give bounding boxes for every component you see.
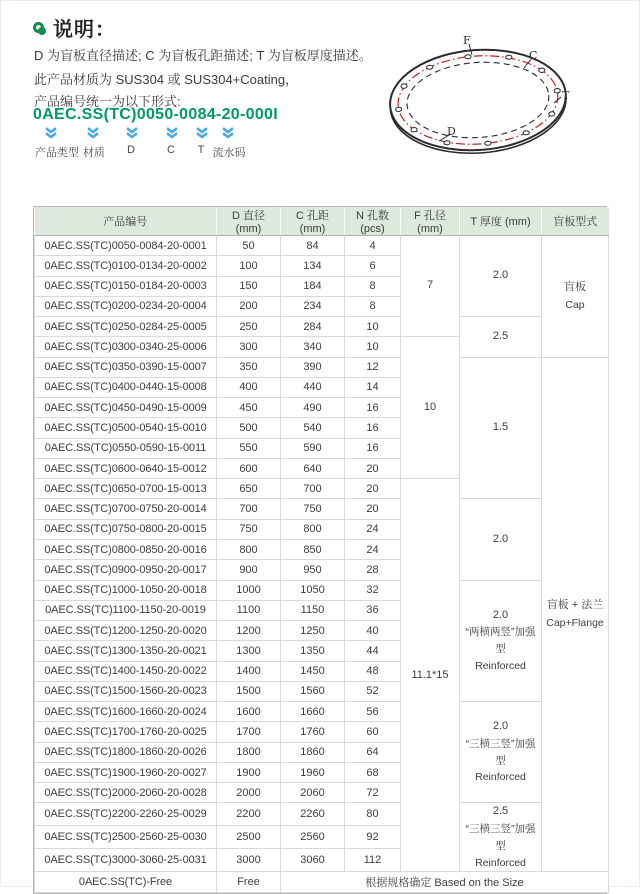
cell-diameter: 2000: [217, 783, 281, 803]
cell-hole-count: 20: [345, 479, 401, 499]
merged-cell-line: 盲板 + 法兰: [546, 599, 604, 612]
cell-diameter: 1900: [217, 762, 281, 782]
cell-hole-count: 92: [345, 826, 401, 849]
cell-diameter: 600: [217, 458, 281, 478]
code-segment-label: D: [127, 144, 135, 156]
cell-diameter: 50: [217, 236, 281, 256]
cell-hole-count: 112: [345, 849, 401, 872]
cell-product-code: 0AEC.SS(TC)1900-1960-20-0027: [35, 762, 217, 782]
cell-hole-count: 16: [345, 398, 401, 418]
code-segment-label: C: [167, 144, 175, 156]
cell-hole-distance: 1150: [281, 600, 345, 620]
cell-hole-distance: 134: [281, 256, 345, 276]
cell-diameter: 900: [217, 560, 281, 580]
merged-cell-line: Cap: [565, 298, 585, 311]
cell-diameter: 400: [217, 377, 281, 397]
cell-diameter: 750: [217, 519, 281, 539]
merged-cell-line: 1.5: [492, 421, 509, 434]
cell-hole-diameter: [401, 337, 460, 479]
cell-diameter: 200: [217, 296, 281, 316]
cell-diameter: 300: [217, 337, 281, 357]
cell-hole-count: 44: [345, 641, 401, 661]
flange-diagram: [383, 28, 583, 168]
cell-hole-distance: 440: [281, 377, 345, 397]
cell-hole-distance: 750: [281, 499, 345, 519]
cell-hole-count: 56: [345, 702, 401, 722]
cell-hole-count: 80: [345, 803, 401, 826]
spec-table-container: [33, 206, 607, 894]
cell-product-code: 0AEC.SS(TC)1500-1560-20-0023: [35, 681, 217, 701]
cell-diameter: 500: [217, 418, 281, 438]
cell-hole-distance: 390: [281, 357, 345, 377]
cell-cap-type: [542, 357, 609, 872]
cell-product-code: 0AEC.SS(TC)0150-0184-20-0003: [35, 276, 217, 296]
cell-hole-count: 64: [345, 742, 401, 762]
cell-product-code: 0AEC.SS(TC)1100-1150-20-0019: [35, 600, 217, 620]
code-segment-label: 流水码: [212, 147, 246, 159]
cell-hole-count: 8: [345, 276, 401, 296]
cell-diameter: 1800: [217, 742, 281, 762]
spec-table: [34, 207, 609, 893]
cell-hole-distance: 700: [281, 479, 345, 499]
flange-diagram-drawing: [383, 28, 583, 168]
table-header-row: [35, 207, 609, 236]
merged-cell-line: Reinforced: [475, 660, 526, 672]
cell-product-code: 0AEC.SS(TC)3000-3060-25-0031: [35, 849, 217, 872]
cell-hole-distance: 3060: [281, 849, 345, 872]
cell-hole-distance: 490: [281, 398, 345, 418]
description-line-1: D 为盲板直径描述; C 为盲板孔距描述; T 为盲板厚度描述。: [34, 48, 372, 63]
cell-product-code: 0AEC.SS(TC)2000-2060-20-0028: [35, 783, 217, 803]
cell-hole-distance: 1250: [281, 621, 345, 641]
column-header: C 孔距 (mm): [281, 207, 345, 236]
cell-diameter: 1700: [217, 722, 281, 742]
cell-product-code: 0AEC.SS(TC)1000-1050-20-0018: [35, 580, 217, 600]
cell-product-code: 0AEC.SS(TC)-Free: [35, 872, 217, 892]
cell-diameter: 1400: [217, 661, 281, 681]
cell-product-code: 0AEC.SS(TC)0450-0490-15-0009: [35, 398, 217, 418]
cell-hole-count: 6: [345, 256, 401, 276]
cell-free-note: 根据规格确定 Based on the Size: [281, 872, 609, 892]
cell-hole-distance: 1860: [281, 742, 345, 762]
table-row: [35, 499, 609, 519]
table-row: [35, 580, 609, 600]
cell-product-code: 0AEC.SS(TC)1600-1660-20-0024: [35, 702, 217, 722]
cell-diameter: 1500: [217, 681, 281, 701]
cell-hole-distance: 284: [281, 317, 345, 337]
cell-product-code: 0AEC.SS(TC)0350-0390-15-0007: [35, 357, 217, 377]
merged-cell-line: 2.0: [492, 269, 509, 282]
table-row: [35, 702, 609, 722]
cell-hole-count: 14: [345, 377, 401, 397]
merged-cell-line: 2.0: [492, 608, 509, 621]
cell-hole-distance: 850: [281, 539, 345, 559]
code-segment-label: T: [197, 144, 205, 156]
cell-diameter: 150: [217, 276, 281, 296]
cell-hole-distance: 2260: [281, 803, 345, 826]
chevron-down-icon: [126, 127, 139, 139]
cell-diameter: 1600: [217, 702, 281, 722]
cell-diameter: 450: [217, 398, 281, 418]
code-segment-label: 产品类型: [35, 147, 79, 159]
cell-hole-count: 68: [345, 762, 401, 782]
table-row: [35, 357, 609, 377]
cell-hole-count: 48: [345, 661, 401, 681]
description-line-3: 产品编号统一为以下形式:: [34, 94, 181, 109]
merged-cell-line: 2.0: [492, 720, 509, 733]
cell-product-code: 0AEC.SS(TC)1200-1250-20-0020: [35, 621, 217, 641]
cell-diameter: Free: [217, 872, 281, 892]
cell-cap-type: [542, 236, 609, 358]
cell-hole-distance: 1560: [281, 681, 345, 701]
diagram-label-f: F: [463, 34, 471, 47]
cell-hole-distance: 640: [281, 458, 345, 478]
cell-hole-count: 8: [345, 296, 401, 316]
cell-hole-count: 60: [345, 722, 401, 742]
merged-cell-line: Reinforced: [475, 771, 526, 784]
cell-hole-distance: 590: [281, 438, 345, 458]
cell-diameter: 800: [217, 539, 281, 559]
cell-hole-count: 20: [345, 458, 401, 478]
cell-hole-distance: 1450: [281, 661, 345, 681]
cell-product-code: 0AEC.SS(TC)1400-1450-20-0022: [35, 661, 217, 681]
cell-product-code: 0AEC.SS(TC)0750-0800-20-0015: [35, 519, 217, 539]
table-row: [35, 803, 609, 826]
cell-product-code: 0AEC.SS(TC)0250-0284-25-0005: [35, 317, 217, 337]
merged-cell-line: Reinforced: [475, 856, 526, 869]
cell-hole-count: 24: [345, 519, 401, 539]
cell-thickness: [460, 357, 542, 499]
cell-hole-count: 28: [345, 560, 401, 580]
cell-hole-count: 10: [345, 317, 401, 337]
column-header: D 直径 (mm): [217, 207, 281, 236]
chevron-down-icon: [222, 127, 235, 139]
green-bullet-icon: [33, 22, 44, 33]
column-header: N 孔数 (pcs): [345, 207, 401, 236]
cell-hole-count: 12: [345, 357, 401, 377]
column-header: 产品编号: [35, 207, 217, 236]
merged-cell-line: 盲板: [564, 281, 586, 294]
merged-cell-line: 2.0: [492, 532, 509, 545]
chevron-down-icon: [87, 127, 100, 139]
cell-hole-distance: 1350: [281, 641, 345, 661]
cell-product-code: 0AEC.SS(TC)0600-0640-15-0012: [35, 458, 217, 478]
cell-product-code: 0AEC.SS(TC)0800-0850-20-0016: [35, 539, 217, 559]
cell-hole-distance: 2560: [281, 826, 345, 849]
cell-product-code: 0AEC.SS(TC)0050-0084-20-0001: [35, 236, 217, 256]
code-segment-label: 材质: [83, 147, 105, 159]
diagram-label-c: C: [529, 49, 538, 62]
cell-hole-distance: 184: [281, 276, 345, 296]
chevron-down-icon: [166, 127, 179, 139]
column-header: 盲板型式: [542, 207, 609, 236]
cell-hole-count: 40: [345, 621, 401, 641]
cell-diameter: 3000: [217, 849, 281, 872]
column-header: T 厚度 (mm): [460, 207, 542, 236]
cell-thickness: [460, 236, 542, 317]
cell-hole-distance: 340: [281, 337, 345, 357]
cell-hole-count: 32: [345, 580, 401, 600]
cell-diameter: 1200: [217, 621, 281, 641]
cell-diameter: 250: [217, 317, 281, 337]
cell-hole-distance: 234: [281, 296, 345, 316]
chevron-down-icon: [45, 127, 58, 139]
cell-hole-count: 72: [345, 783, 401, 803]
cell-hole-diameter: [401, 479, 460, 872]
diagram-label-t: T: [562, 89, 570, 102]
cell-hole-count: 20: [345, 499, 401, 519]
cell-diameter: 2200: [217, 803, 281, 826]
table-row-free: [35, 872, 609, 892]
cell-hole-count: 36: [345, 600, 401, 620]
table-row: [35, 317, 609, 337]
column-header: F 孔径 (mm): [401, 207, 460, 236]
cell-product-code: 0AEC.SS(TC)0900-0950-20-0017: [35, 560, 217, 580]
section-title-text: 说明：: [53, 19, 116, 41]
cell-product-code: 0AEC.SS(TC)2200-2260-25-0029: [35, 803, 217, 826]
cell-product-code: 0AEC.SS(TC)0400-0440-15-0008: [35, 377, 217, 397]
merged-cell-line: 2.5: [492, 805, 509, 818]
cell-diameter: 350: [217, 357, 281, 377]
table-row: [35, 236, 609, 256]
cell-diameter: 1300: [217, 641, 281, 661]
cell-product-code: 0AEC.SS(TC)1300-1350-20-0021: [35, 641, 217, 661]
cell-diameter: 550: [217, 438, 281, 458]
cell-product-code: 0AEC.SS(TC)1800-1860-20-0026: [35, 742, 217, 762]
cell-diameter: 2500: [217, 826, 281, 849]
product-code-example: 0AEC.SS(TC)0050-0084-20-000I: [33, 106, 278, 123]
cell-thickness: [460, 702, 542, 803]
cell-product-code: 0AEC.SS(TC)0700-0750-20-0014: [35, 499, 217, 519]
cell-hole-distance: 2060: [281, 783, 345, 803]
chevron-down-icon: [196, 127, 209, 139]
cell-product-code: 0AEC.SS(TC)0100-0134-20-0002: [35, 256, 217, 276]
cell-hole-distance: 1760: [281, 722, 345, 742]
cell-diameter: 1000: [217, 580, 281, 600]
cell-hole-distance: 800: [281, 519, 345, 539]
cell-diameter: 1100: [217, 600, 281, 620]
cell-diameter: 100: [217, 256, 281, 276]
cell-thickness: [460, 803, 542, 872]
description-line-2: 此产品材质为 SUS304 或 SUS304+Coating，: [34, 72, 299, 87]
cell-thickness: [460, 499, 542, 580]
cell-thickness: [460, 317, 542, 358]
cell-product-code: 0AEC.SS(TC)0200-0234-20-0004: [35, 296, 217, 316]
merged-cell-line: “三横三竖”加强型: [465, 823, 536, 852]
cell-diameter: 700: [217, 499, 281, 519]
cell-hole-distance: 84: [281, 236, 345, 256]
merged-cell-line: 2.5: [492, 330, 509, 343]
cell-product-code: 0AEC.SS(TC)0300-0340-25-0006: [35, 337, 217, 357]
merged-cell-line: “两横两竖”加强型: [465, 626, 536, 656]
cell-hole-distance: 1050: [281, 580, 345, 600]
merged-cell-line: “三横三竖”加强型: [465, 737, 536, 767]
cell-hole-distance: 1960: [281, 762, 345, 782]
cell-hole-count: 24: [345, 539, 401, 559]
merged-cell-line: 7: [426, 279, 434, 292]
merged-cell-line: 11.1*15: [411, 668, 449, 681]
cell-hole-diameter: [401, 236, 460, 337]
cell-hole-count: 4: [345, 236, 401, 256]
cell-diameter: 650: [217, 479, 281, 499]
cell-product-code: 0AEC.SS(TC)2500-2560-25-0030: [35, 826, 217, 849]
cell-hole-count: 10: [345, 337, 401, 357]
cell-hole-distance: 540: [281, 418, 345, 438]
merged-cell-line: Cap+Flange: [546, 616, 604, 629]
cell-product-code: 0AEC.SS(TC)0650-0700-15-0013: [35, 479, 217, 499]
cell-hole-distance: 950: [281, 560, 345, 580]
cell-hole-distance: 1660: [281, 702, 345, 722]
cell-product-code: 0AEC.SS(TC)0500-0540-15-0010: [35, 418, 217, 438]
cell-product-code: 0AEC.SS(TC)0550-0590-15-0011: [35, 438, 217, 458]
cell-thickness: [460, 580, 542, 702]
section-title: [33, 13, 116, 42]
cell-hole-count: 52: [345, 681, 401, 701]
cell-hole-count: 16: [345, 418, 401, 438]
cell-hole-count: 16: [345, 438, 401, 458]
merged-cell-line: 10: [423, 400, 437, 413]
diagram-label-d: D: [447, 125, 456, 138]
cell-product-code: 0AEC.SS(TC)1700-1760-20-0025: [35, 722, 217, 742]
